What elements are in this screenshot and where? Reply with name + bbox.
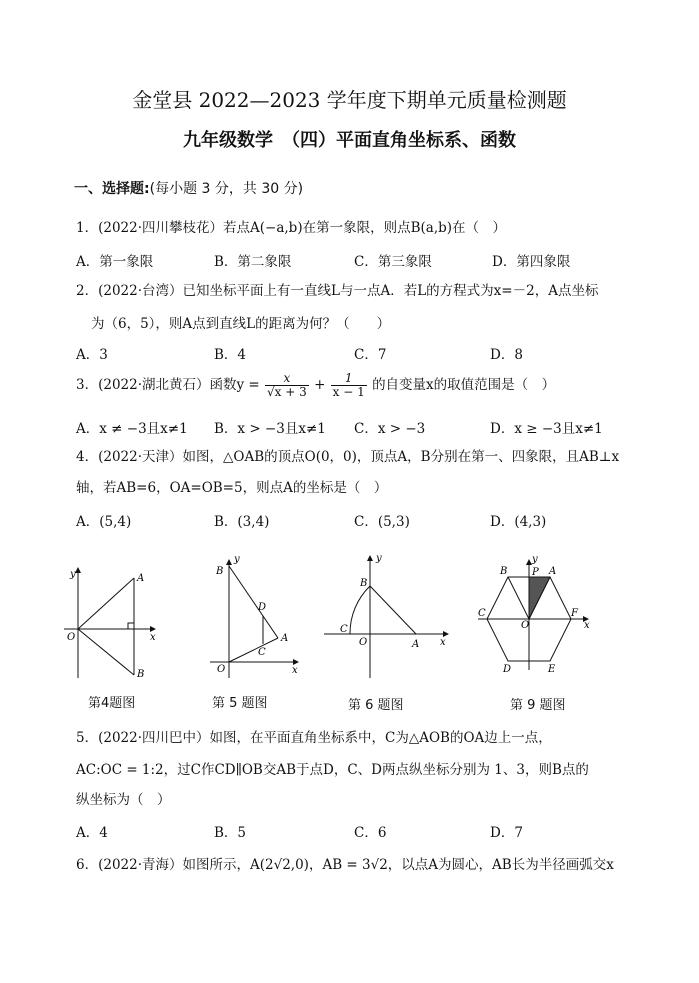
fig9-label-y: y bbox=[532, 554, 538, 565]
q4-option-b: B．(3,4) bbox=[214, 514, 270, 530]
question-4-line-2: 轴，若AB=6，OA=OB=5，则点A的坐标是（ ） bbox=[76, 480, 388, 496]
fig4-label-a: A bbox=[137, 573, 145, 584]
q5-option-a: A．4 bbox=[76, 825, 108, 841]
fig9-shaded-triangle bbox=[529, 577, 550, 619]
q4-option-a: A．(5,4) bbox=[76, 514, 132, 530]
question-2-line-2: 为（6，5），则A点到直线L的距离为何？（ ） bbox=[91, 316, 391, 332]
fig6-segment-ba bbox=[370, 586, 416, 634]
fig9-segment-bo bbox=[508, 577, 529, 619]
q3-frac2-denominator: x − 1 bbox=[332, 385, 365, 399]
fig4-label-o: O bbox=[67, 632, 76, 643]
q2-option-b: B．4 bbox=[214, 347, 247, 363]
fig4-right-angle bbox=[128, 623, 134, 629]
q2-option-c: C．7 bbox=[354, 347, 387, 363]
q3-fraction-1 bbox=[265, 372, 309, 399]
fig9-label-f: F bbox=[571, 608, 578, 619]
figure-4 bbox=[64, 568, 155, 678]
q1-option-b: B．第二象限 bbox=[214, 254, 292, 270]
fig5-label-d: D bbox=[258, 602, 267, 613]
question-3-text bbox=[76, 372, 555, 399]
q1-option-a: A．第一象限 bbox=[76, 254, 154, 270]
fig6-label-o: O bbox=[359, 637, 368, 648]
fig5-label-y: y bbox=[234, 554, 240, 565]
q3-frac2-numerator: 1 bbox=[331, 372, 367, 386]
q4-option-c: C．(5,3) bbox=[354, 514, 410, 530]
fig5-label-a: A bbox=[281, 633, 289, 644]
q3-fraction-2 bbox=[331, 372, 367, 399]
fig5-segment-oa bbox=[229, 638, 278, 662]
fig9-label-b: B bbox=[500, 566, 508, 577]
q1-option-d: D．第四象限 bbox=[492, 254, 571, 270]
q3-frac1-denominator: √x + 3 bbox=[267, 385, 307, 399]
q3-option-a: A．x ≠ −3且x≠1 bbox=[76, 421, 188, 437]
figure-6-caption: 第 6 题图 bbox=[348, 698, 404, 713]
figure-5-caption: 第 5 题图 bbox=[212, 696, 268, 711]
fig9-label-c: C bbox=[478, 608, 486, 619]
q3-prefix: 3．(2022·湖北黄石）函数y = bbox=[76, 377, 260, 393]
page-subtitle: 九年级数学 （四）平面直角坐标系、函数 bbox=[183, 130, 516, 151]
fig4-label-y: y bbox=[70, 569, 76, 580]
fig4-label-x: x bbox=[150, 632, 156, 643]
figure-6 bbox=[324, 556, 448, 678]
fig5-segment-ba bbox=[229, 566, 278, 638]
section-note: (每小题 3 分，共 30 分) bbox=[149, 181, 304, 197]
figures-row bbox=[0, 548, 699, 688]
q5-option-b: B．5 bbox=[214, 825, 247, 841]
page-title: 金堂县 2022—2023 学年度下期单元质量检测题 bbox=[132, 88, 567, 112]
section-heading bbox=[74, 178, 303, 198]
fig6-label-y: y bbox=[376, 553, 382, 564]
q5-option-d: D．7 bbox=[490, 825, 523, 841]
q3-plus: + bbox=[314, 377, 326, 393]
fig4-segment-oa bbox=[78, 578, 134, 629]
fig9-label-d: D bbox=[503, 664, 512, 675]
figure-4-caption: 第4题图 bbox=[88, 696, 136, 711]
question-2-line-1: 2．(2022·台湾）已知坐标平面上有一直线L与一点A．若L的方程式为x=－2，A点坐标 bbox=[76, 283, 599, 299]
fig9-label-o: O bbox=[521, 620, 530, 631]
section-title: 一、选择题: bbox=[74, 181, 150, 197]
fig9-label-e: E bbox=[548, 664, 556, 675]
q1-option-c: C．第三象限 bbox=[354, 254, 432, 270]
question-1-text: 1．(2022·四川攀枝花）若点A(−a,b)在第一象限，则点B(a,b)在（ ） bbox=[76, 220, 507, 236]
question-6-line-1: 6．(2022·青海）如图所示，A(2√2,0)，AB = 3√2，以点A为圆心，AB长为半径画弧交x bbox=[76, 857, 614, 873]
question-5-line-1: 5．(2022·四川巴中）如图，在平面直角坐标系中，C为△AOB的OA边上一点， bbox=[76, 730, 552, 746]
q3-option-c: C．x > −3 bbox=[354, 421, 426, 437]
fig4-segment-ob bbox=[78, 629, 134, 675]
fig5-label-o: O bbox=[217, 664, 226, 675]
q4-option-d: D．(4,3) bbox=[490, 514, 547, 530]
q3-option-d: D．x ≥ −3且x≠1 bbox=[490, 421, 603, 437]
q3-suffix: 的自变量x的取值范围是（ ） bbox=[372, 377, 556, 393]
q3-frac1-numerator: x bbox=[265, 372, 309, 386]
q2-option-d: D．8 bbox=[490, 347, 523, 363]
question-5-line-2: AC:OC = 1:2，过C作CD∥OB交AB于点D，C、D两点纵坐标分别为 1、3，则B点的 bbox=[76, 762, 589, 778]
fig5-label-b: B bbox=[216, 566, 224, 577]
fig9-label-a: A bbox=[549, 566, 557, 577]
figure-9-caption: 第 9 题图 bbox=[510, 698, 566, 713]
fig5-label-x: x bbox=[292, 665, 298, 676]
fig5-label-c: C bbox=[258, 647, 266, 658]
question-5-line-3: 纵坐标为（ ） bbox=[76, 792, 171, 808]
fig6-label-c: C bbox=[340, 624, 348, 635]
figure-5 bbox=[210, 560, 298, 678]
fig6-label-a: A bbox=[412, 639, 420, 650]
fig4-label-b: B bbox=[137, 669, 145, 680]
fig6-label-x: x bbox=[440, 637, 446, 648]
fig9-label-p: P bbox=[532, 567, 539, 578]
question-4-line-1: 4．(2022·天津）如图，△OAB的顶点O(0，0)，顶点A，B分别在第一、四象限，且AB⊥x bbox=[76, 449, 620, 465]
q2-option-a: A．3 bbox=[76, 347, 108, 363]
q5-option-c: C．6 bbox=[354, 825, 387, 841]
fig9-label-x: x bbox=[584, 620, 590, 631]
fig6-label-b: B bbox=[360, 578, 368, 589]
q3-option-b: B．x > −3且x≠1 bbox=[214, 421, 326, 437]
fig6-arc bbox=[350, 586, 370, 634]
